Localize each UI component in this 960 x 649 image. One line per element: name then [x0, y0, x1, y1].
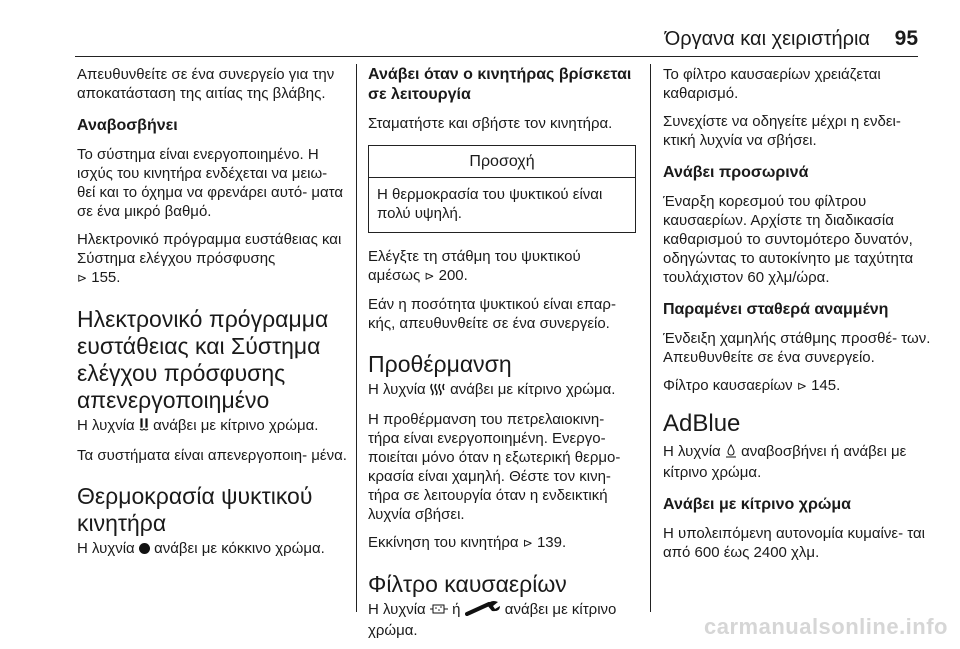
paragraph: Τα συστήματα είναι απενεργοποιη‐ μένα.	[77, 447, 347, 464]
paragraph: Η υπολειπόμενη αυτονομία κυμαίνε‐ ται από 600 έως 2400 χλμ.	[663, 525, 925, 561]
glow-plug-icon	[430, 382, 446, 401]
caution-box	[368, 145, 636, 233]
page-header	[0, 0, 960, 60]
paragraph-text: ή	[452, 601, 461, 618]
paragraph	[663, 442, 931, 482]
paragraph-text: Η λυχνία	[368, 381, 426, 398]
paragraph-text: ανάβει με κόκκινο χρώμα.	[154, 540, 325, 557]
heading-flashes: Αναβοσβήνει	[77, 117, 178, 134]
paragraph-text: ανάβει με κίτρινο χρώμα.	[450, 381, 616, 398]
header-rule	[75, 56, 918, 57]
page-ref[interactable]: 155.	[91, 269, 121, 286]
paragraph	[77, 539, 349, 558]
paragraph-with-ref	[368, 533, 636, 553]
paragraph	[368, 600, 636, 640]
paragraph: Η προθέρμανση του πετρελαιοκινη‐ τήρα είναι ενεργοποιημένη. Ενεργο‐ ποιείται μόνο όταν η εξωτερική θερμο‐ κρασία είναι χαμηλή. Θέστε τον κινη‐ τήρα σε λειτουργία όταν η ενδεικτική λυχνία σβήσει.	[368, 411, 621, 523]
paragraph-with-ref	[663, 376, 931, 396]
paragraph: Σταματήστε και σβήστε τον κινητήρα.	[368, 115, 613, 132]
paragraph-text: Η λυχνία	[663, 443, 721, 460]
heading-adblue: AdBlue	[663, 410, 741, 437]
heading-running: Ανάβει όταν ο κινητήρας βρίσκεται σε λειτουργία	[368, 66, 632, 103]
paragraph-with-ref	[77, 230, 349, 288]
paragraph: Απευθυνθείτε σε ένα συνεργείο για την αποκατάσταση της αιτίας της βλάβης.	[77, 66, 335, 102]
paragraph-text: Η λυχνία	[368, 601, 426, 618]
column-2	[368, 65, 636, 649]
wrench-icon	[465, 600, 501, 621]
paragraph-text: ανάβει με κίτρινο χρώμα.	[153, 417, 319, 434]
exhaust-filter-icon	[430, 602, 448, 621]
esp-off-icon	[139, 418, 149, 437]
coolant-temp-icon	[139, 543, 150, 554]
heading-coolant-temp: Θερμοκρασία ψυκτικού κινητήρα	[77, 483, 313, 536]
page-ref-arrow-icon: ⊳	[424, 269, 435, 283]
header-title: Όργανα και χειριστήρια	[664, 28, 870, 50]
paragraph-text: Ηλεκτρονικό πρόγραμμα ευστάθειας και Σύστημα ελέγχου πρόσφυσης	[77, 231, 342, 267]
caution-title: Προσοχή	[369, 146, 635, 178]
paragraph-text: Η λυχνία	[77, 540, 135, 557]
column-divider	[356, 64, 357, 612]
heading-exhaust-filter: Φίλτρο καυσαερίων	[368, 571, 567, 597]
adblue-icon	[725, 444, 737, 463]
paragraph: Εάν η ποσότητα ψυκτικού είναι επαρ‐ κής, απευθυνθείτε σε ένα συνεργείο.	[368, 296, 616, 332]
page-ref[interactable]: 139.	[536, 534, 567, 551]
page-ref[interactable]: 200.	[438, 267, 468, 284]
paragraph: Έναρξη κορεσμού του φίλτρου καυσαερίων. Αρχίστε τη διαδικασία καθαρισμού το συντομότερο δυνατόν, οδηγώντας το αυτοκίνητο με ταχύτητα τουλάχιστον 60 χλμ/ώρα.	[663, 193, 914, 286]
paragraph-text: Φίλτρο καυσαερίων	[663, 377, 793, 394]
paragraph: Συνεχίστε να οδηγείτε μέχρι η ενδει‐ κτική λυχνία να σβήσει.	[663, 113, 901, 149]
paragraph-text: Ελέγξτε τη στάθμη του ψυκτικού αμέσως	[368, 248, 581, 284]
page-ref-arrow-icon: ⊳	[796, 379, 807, 393]
watermark: carmanualsonline.info	[704, 614, 948, 639]
page-ref[interactable]: 145.	[811, 377, 841, 394]
page-ref-arrow-icon: ⊳	[522, 536, 533, 550]
paragraph-text: αναβοσβήνει ή ανάβει με κίτρινο χρώμα.	[663, 443, 907, 481]
paragraph	[368, 380, 636, 401]
paragraph: Το φίλτρο καυσαερίων χρειάζεται καθαρισμό.	[663, 66, 881, 102]
paragraph-text: Εκκίνηση του κινητήρα	[368, 534, 519, 551]
page-number: 95	[894, 27, 918, 50]
heading-yellow: Ανάβει με κίτρινο χρώμα	[663, 496, 851, 513]
heading-temporary: Ανάβει προσωρινά	[663, 164, 809, 181]
paragraph-text: ανάβει με κίτρινο χρώμα.	[368, 601, 617, 639]
paragraph-with-ref	[368, 247, 636, 286]
column-1	[77, 65, 349, 567]
paragraph: Το σύστημα είναι ενεργοποιημένο. Η ισχύς του κινητήρα ενδέχεται να μειω‐ θεί και το όχημα να φρενάρει αυτό‐ ματα σε ένα μικρό βαθμό.	[77, 146, 344, 220]
caution-body: Η θερμοκρασία του ψυκτικού είναι πολύ υψηλή.	[377, 186, 603, 222]
paragraph: Ένδειξη χαμηλής στάθμης προσθέ‐ των. Απευθυνθείτε σε ένα συνεργείο.	[663, 330, 931, 366]
heading-preheat: Προθέρμανση	[368, 351, 512, 377]
heading-steady: Παραμένει σταθερά αναμμένη	[663, 301, 889, 318]
paragraph-text: Η λυχνία	[77, 417, 135, 434]
heading-esp-off: Ηλεκτρονικό πρόγραμμα ευστάθειας και Σύστημα ελέγχου πρόσφυσης απενεργοποιημένο	[77, 306, 329, 413]
column-divider	[650, 64, 651, 612]
paragraph	[77, 416, 349, 437]
column-3	[663, 65, 931, 571]
page-ref-arrow-icon: ⊳	[77, 271, 88, 285]
